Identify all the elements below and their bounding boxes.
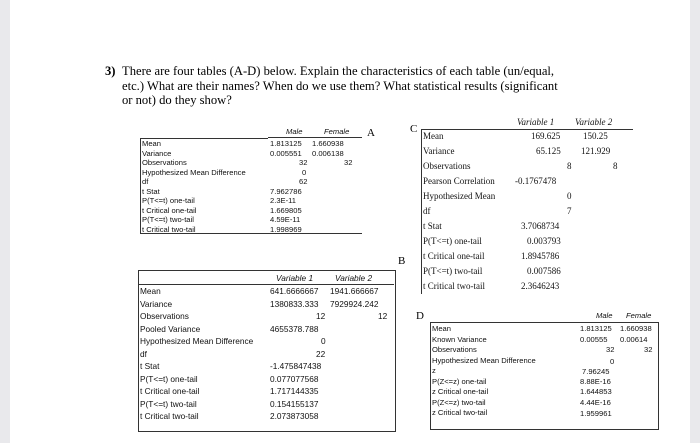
cell-value: 4655378.788 bbox=[270, 323, 319, 334]
cell-value: 1.998969 bbox=[270, 224, 302, 234]
cell-value: 22 bbox=[316, 348, 326, 359]
row-label: t Stat bbox=[142, 186, 160, 196]
cell-value: 0.00614 bbox=[620, 334, 648, 344]
cell-value: 1.660938 bbox=[312, 139, 344, 148]
cell-value: 62 bbox=[299, 177, 308, 186]
cell-value: 1.813125 bbox=[270, 139, 302, 148]
cell-value: 12 bbox=[316, 311, 326, 321]
column-header: Variable 1 bbox=[276, 273, 314, 283]
row-label: Hypothesized Mean bbox=[423, 191, 496, 201]
cell-value: 7 bbox=[567, 206, 572, 216]
table-letter: D bbox=[416, 310, 424, 322]
column-header: Variable 1 bbox=[517, 117, 555, 127]
table-letter: B bbox=[398, 255, 406, 267]
row-label: Mean bbox=[423, 131, 444, 141]
cell-value: 8.88E-16 bbox=[580, 377, 611, 386]
cell-value: 0 bbox=[321, 336, 326, 346]
question-line: etc.) What are their names? When do we use them? What statistical results (significant bbox=[122, 78, 558, 93]
cell-value: 1.660938 bbox=[620, 324, 652, 333]
row-label: Mean bbox=[432, 324, 451, 333]
cell-value: 0.003793 bbox=[527, 236, 561, 246]
row-label: t Critical two-tail bbox=[140, 411, 199, 421]
cell-value: 12 bbox=[378, 311, 388, 321]
cell-value: 1380833.333 bbox=[270, 298, 319, 309]
row-label: P(T<=t) two-tail bbox=[423, 266, 483, 276]
cell-value: 8 bbox=[613, 161, 618, 171]
cell-value: 0 bbox=[302, 167, 307, 177]
question-line: or not) do they show? bbox=[122, 93, 232, 107]
column-header: Variable 2 bbox=[335, 273, 373, 283]
row-label: Hypothesized Mean Difference bbox=[142, 167, 246, 177]
row-label: z bbox=[432, 366, 436, 375]
cell-value: 2.3E-11 bbox=[270, 196, 297, 205]
column-header: Male bbox=[596, 311, 613, 320]
row-label: Variance bbox=[142, 148, 172, 158]
table-b bbox=[138, 270, 394, 430]
cell-value: 0.00555 bbox=[580, 334, 608, 344]
row-label: t Stat bbox=[140, 361, 160, 371]
cell-value: 65.125 bbox=[536, 146, 561, 156]
row-label: t Critical two-tail bbox=[142, 224, 196, 234]
cell-value: 7.962786 bbox=[270, 186, 302, 196]
cell-value: 0 bbox=[567, 191, 572, 201]
cell-value: 1.959961 bbox=[580, 409, 612, 418]
row-label: t Critical two-tail bbox=[423, 281, 485, 291]
question-number: 3) bbox=[105, 64, 116, 78]
row-label: P(T<=t) one-tail bbox=[140, 373, 198, 384]
row-label: t Stat bbox=[423, 221, 442, 231]
row-label: Pooled Variance bbox=[140, 323, 201, 334]
row-label: P(Z<=z) two-tail bbox=[432, 397, 486, 407]
row-label: P(T<=t) two-tail bbox=[140, 398, 197, 409]
cell-value: 0.154155137 bbox=[270, 398, 319, 409]
table-a bbox=[140, 124, 362, 234]
column-header: Female bbox=[324, 127, 350, 136]
row-label: P(T<=t) two-tail bbox=[142, 215, 194, 224]
row-label: Observations bbox=[423, 161, 471, 171]
left-margin bbox=[0, 0, 10, 443]
cell-value: 0 bbox=[610, 357, 615, 366]
cell-value: 7929924.242 bbox=[330, 298, 379, 309]
cell-value: -1.475847438 bbox=[270, 361, 322, 371]
row-label: Observations bbox=[432, 345, 477, 354]
cell-value: 4.59E-11 bbox=[270, 215, 301, 224]
row-label: df bbox=[142, 177, 149, 186]
row-label: df bbox=[140, 348, 147, 359]
cell-value: 32 bbox=[644, 345, 653, 354]
cell-value: -0.1767478 bbox=[515, 176, 557, 186]
row-label: Pearson Correlation bbox=[423, 176, 495, 186]
row-label: t Critical one-tail bbox=[423, 251, 485, 261]
cell-value: 0.006138 bbox=[312, 148, 344, 158]
cell-value: 2.3646243 bbox=[521, 281, 560, 291]
row-label: z Critical one-tail bbox=[432, 387, 489, 396]
cell-value: 32 bbox=[606, 345, 615, 354]
row-label: Variance bbox=[140, 298, 173, 309]
column-header: Male bbox=[286, 127, 303, 136]
cell-value: 1.669805 bbox=[270, 205, 302, 215]
cell-value: 641.6666667 bbox=[270, 286, 319, 296]
cell-value: 7.96245 bbox=[582, 367, 610, 376]
cell-value: 32 bbox=[344, 158, 353, 167]
question-line: There are four tables (A-D) below. Explain the characteristics of each table (un/equal, bbox=[122, 64, 555, 78]
cell-value: 1.644853 bbox=[580, 387, 612, 396]
cell-value: 1.8945786 bbox=[521, 251, 560, 261]
cell-value: 1.717144335 bbox=[270, 386, 319, 396]
table-c bbox=[421, 117, 633, 294]
table-letter: C bbox=[410, 123, 418, 135]
row-label: P(Z<=z) one-tail bbox=[432, 376, 487, 386]
row-label: Hypothesized Mean Difference bbox=[432, 355, 536, 365]
cell-value: 8 bbox=[567, 161, 572, 171]
row-label: P(T<=t) one-tail bbox=[142, 196, 195, 205]
row-label: Observations bbox=[140, 311, 189, 321]
cell-value: 121.929 bbox=[581, 146, 611, 156]
row-label: Mean bbox=[140, 286, 161, 296]
row-label: Variance bbox=[423, 146, 455, 156]
table-d bbox=[430, 310, 657, 428]
column-header: Female bbox=[626, 311, 652, 320]
cell-value: 32 bbox=[299, 158, 308, 167]
column-header: Variable 2 bbox=[575, 117, 613, 127]
cell-value: 3.7068734 bbox=[521, 221, 560, 231]
cell-value: 1.813125 bbox=[580, 324, 612, 333]
cell-value: 1941.666667 bbox=[330, 286, 379, 296]
cell-value: 150.25 bbox=[583, 131, 608, 141]
row-label: t Critical one-tail bbox=[140, 386, 200, 396]
row-label: Mean bbox=[142, 139, 161, 148]
row-label: z Critical two-tail bbox=[432, 408, 488, 417]
row-label: Known Variance bbox=[432, 334, 487, 344]
cell-value: 0.077077568 bbox=[270, 373, 319, 384]
cell-value: 0.005551 bbox=[270, 148, 302, 158]
row-label: P(T<=t) one-tail bbox=[423, 236, 482, 246]
right-margin bbox=[690, 0, 700, 443]
row-label: t Critical one-tail bbox=[142, 205, 197, 215]
row-label: Observations bbox=[142, 158, 187, 167]
row-label: df bbox=[423, 206, 431, 216]
table-letter: A bbox=[367, 127, 375, 139]
cell-value: 0.007586 bbox=[527, 266, 561, 276]
cell-value: 2.073873058 bbox=[270, 411, 319, 421]
row-label: Hypothesized Mean Difference bbox=[140, 336, 254, 346]
cell-value: 4.44E-16 bbox=[580, 397, 611, 407]
cell-value: 169.625 bbox=[531, 131, 561, 141]
